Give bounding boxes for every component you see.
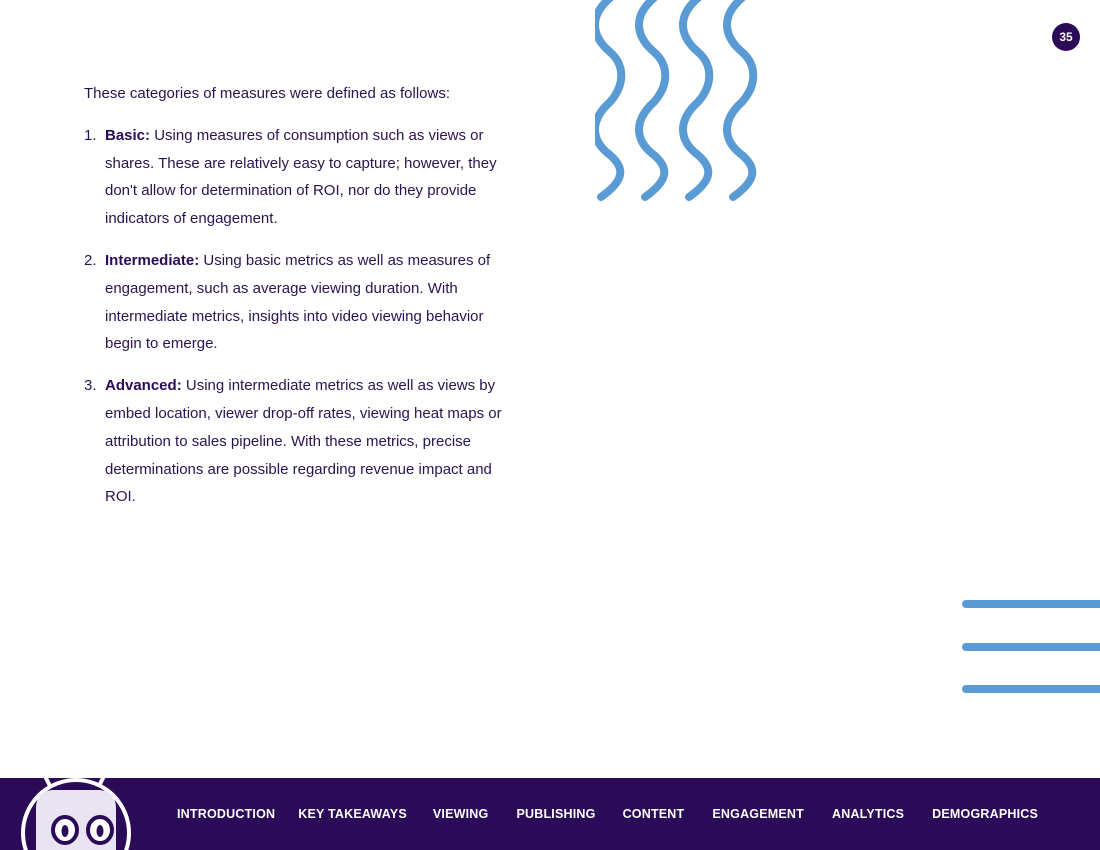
- page-number: 35: [1059, 30, 1073, 44]
- list-item: [84, 122, 524, 233]
- item-number: 3.: [84, 377, 97, 395]
- item-text: Using measures of consumption such as views or shares. These are relatively easy to capture; however, they don't allow for determination of ROI, nor do they provide indicators of engagement.: [105, 126, 497, 228]
- item-term: Advanced:: [105, 377, 182, 395]
- item-text: Using intermediate metrics as well as views by embed location, viewer drop-off rates, viewing heat maps or attribution to sales pipeline. With these metrics, precise determinations are possible regarding revenue impact and ROI.: [105, 377, 502, 506]
- nav-content[interactable]: CONTENT: [622, 807, 685, 821]
- horizontal-lines-decoration: [960, 596, 1100, 696]
- list-item: [84, 372, 524, 511]
- item-number: 1.: [84, 126, 97, 144]
- wavy-lines-decoration: [595, 0, 770, 202]
- nav-introduction[interactable]: INTRODUCTION: [177, 807, 276, 821]
- measures-list: [84, 122, 524, 511]
- section-nav: [177, 778, 1038, 850]
- item-number: 2.: [84, 251, 97, 269]
- nav-engagement[interactable]: ENGAGEMENT: [712, 807, 804, 821]
- item-text: Using basic metrics as well as measures of engagement, such as average viewing duration. With intermediate metrics, insights into video viewing behavior begin to emerge.: [105, 251, 491, 353]
- nav-analytics[interactable]: ANALYTICS: [831, 807, 905, 821]
- list-item: [84, 247, 524, 358]
- robot-mascot-icon: [18, 778, 138, 850]
- intro-text: These categories of measures were defined as follows:: [84, 85, 451, 102]
- footer-nav-bar: [0, 778, 1100, 850]
- page-number-badge: [1052, 23, 1080, 51]
- item-term: Intermediate:: [105, 251, 200, 269]
- nav-demographics[interactable]: DEMOGRAPHICS: [932, 807, 1039, 821]
- nav-key-takeaways[interactable]: KEY TAKEAWAYS: [298, 807, 407, 821]
- nav-publishing[interactable]: PUBLISHING: [516, 807, 596, 821]
- item-term: Basic:: [105, 126, 151, 144]
- content-body: [84, 80, 524, 525]
- nav-viewing[interactable]: VIEWING: [432, 807, 489, 821]
